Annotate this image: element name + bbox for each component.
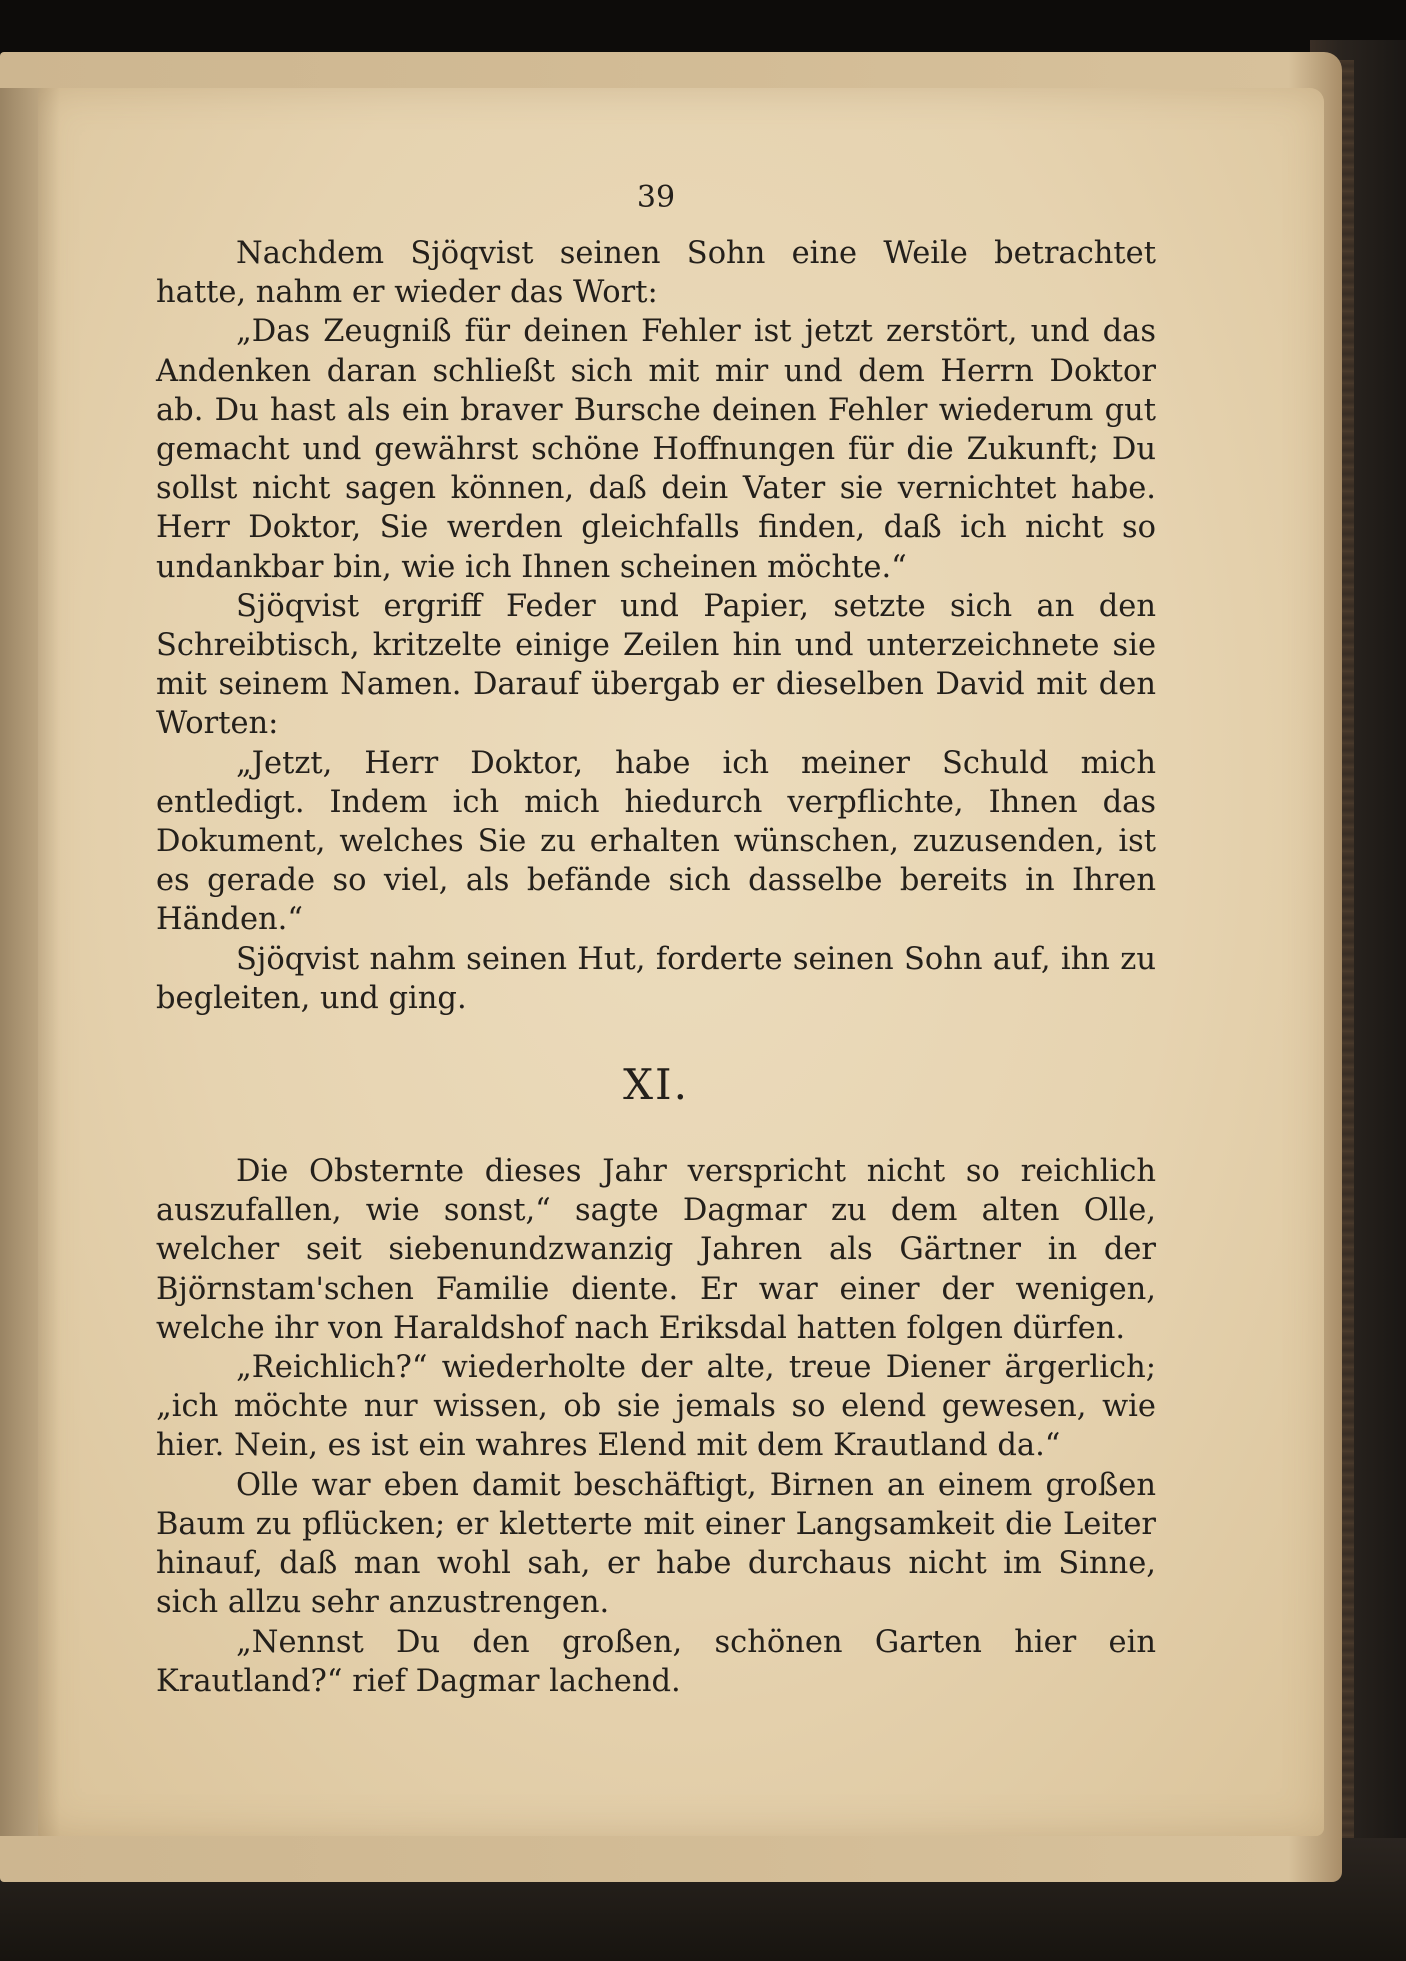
paragraph: Nachdem Sjöqvist seinen Sohn eine Weile betrachtet hatte, nahm er wieder das Wort: <box>156 236 1156 311</box>
chapter-heading: XI. <box>623 1060 689 1110</box>
paragraph: Sjöqvist nahm seinen Hut, forderte seinen Sohn auf, ihn zu begleiten, und ging. <box>156 941 1156 1016</box>
paragraph: „Reichlich?“ wiederholte der alte, treue Diener ärgerlich; „ich möchte nur wissen, ob sie jemals so elend gewesen, wie hier. Nein, es ist ein wahres Elend mit dem Krautland da.“ <box>156 1350 1156 1464</box>
paragraph: „Das Zeugniß für deinen Fehler ist jetzt zerstört, und das Andenken daran schließt sich mit mir und dem Herrn Doktor ab. Du hast als ein braver Bursche deinen Fehler wiederum gut gemacht und gewährst schöne Hoffnungen für die Zukunft; Du sollst nicht sagen können, daß dein Vater sie vernichtet habe. Herr Doktor, Sie werden gleichfalls finden, daß ich nicht so undankbar bin, wie ich Ihnen scheinen möchte.“ <box>156 314 1156 585</box>
paragraph: Olle war eben damit beschäftigt, Birnen an einem großen Baum zu pflücken; er kletterte mit einer Langsamkeit die Leiter hinauf, daß man wohl sah, er habe durchaus nicht im Sinne, sich allzu sehr anzustrengen. <box>156 1467 1156 1621</box>
page-number: 39 <box>636 180 676 215</box>
page-text <box>156 170 1156 1701</box>
paragraph: Die Obsternte dieses Jahr verspricht nicht so reichlich auszufallen, wie sonst,“ sagte Dagmar zu dem alten Olle, welcher seit siebenundzwanzig Jahren als Gärtner in der Björnstam'schen Familie diente. Er war einer der wenigen, welche ihr von Haraldshof nach Eriksdal hatten folgen dürfen. <box>156 1154 1156 1346</box>
gutter-shadow <box>0 88 60 1836</box>
paragraph: Sjöqvist ergriff Feder und Papier, setzte sich an den Schreibtisch, kritzelte einige Zeilen hin und unterzeichnete sie mit seinem Namen. Darauf übergab er dieselben David mit den Worten: <box>156 588 1156 742</box>
paragraph: „Jetzt, Herr Doktor, habe ich meiner Schuld mich entledigt. Indem ich mich hiedurch verpflichte, Ihnen das Dokument, welches Sie zu erhalten wünschen, zuzusenden, ist es gerade so viel, als befände sich dasselbe bereits in Ihren Händen.“ <box>156 745 1156 938</box>
paragraph: „Nennst Du den großen, schönen Garten hier ein Krautland?“ rief Dagmar lachend. <box>156 1624 1156 1699</box>
